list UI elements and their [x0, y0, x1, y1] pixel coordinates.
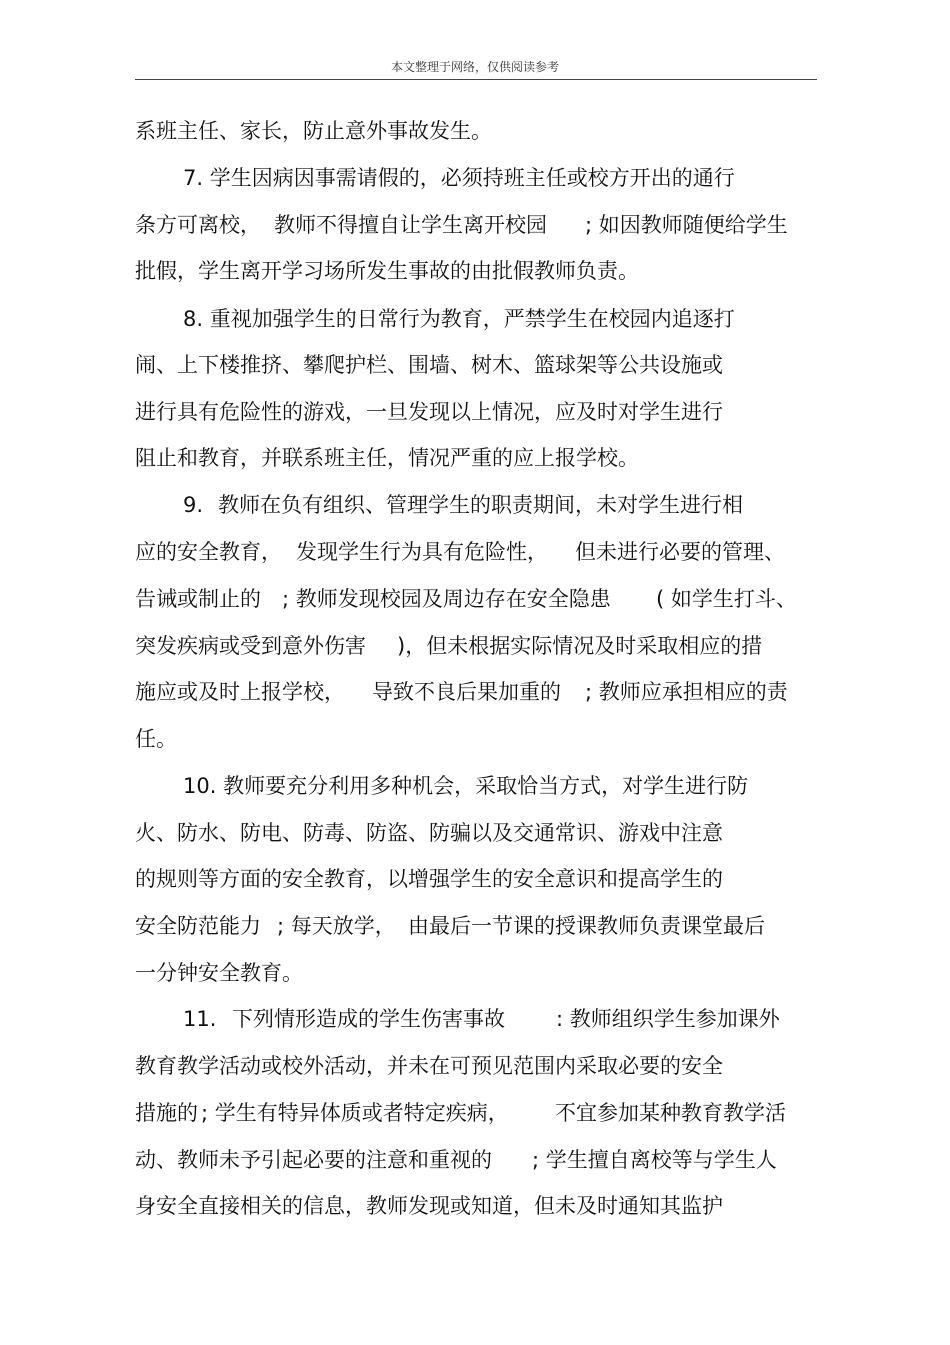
text-segment: 教师不得擅自让学生离开校园 — [274, 213, 547, 237]
text-segment: ( 如学生打斗、 — [656, 587, 797, 611]
text-segment: 导致不良后果加重的 — [372, 680, 561, 704]
text-segment: ; 学生有特异体质或者特定疾病， — [201, 1101, 509, 1125]
text-line — [0, 397, 950, 427]
text-segment: ; 教师发现校园及周边存在安全隐患 — [282, 587, 611, 611]
text-segment: 应的安全教育， — [135, 540, 282, 564]
text-segment: 不宜参加某种教育教学活 — [555, 1101, 786, 1125]
text-line — [0, 304, 950, 334]
text-segment: 阻止和教育，并联系班主任，情况严重的应上报学校。 — [135, 446, 639, 470]
text-line — [0, 537, 950, 567]
text-line — [0, 1191, 950, 1221]
text-segment: ; 每天放学， — [277, 914, 396, 938]
text-line — [0, 864, 950, 894]
text-line — [0, 1004, 950, 1034]
text-segment: 11. — [183, 1007, 217, 1031]
text-segment: 8. 重视加强学生的日常行为教育，严禁学生在校园内追逐打 — [183, 307, 735, 331]
text-segment: 突发疾病或受到意外伤害 — [135, 634, 366, 658]
text-segment: 闹、上下楼推挤、攀爬护栏、围墙、树木、篮球架等公共设施或 — [135, 353, 723, 377]
text-line — [0, 1098, 950, 1128]
text-line — [0, 958, 950, 988]
text-line — [0, 771, 950, 801]
text-line — [0, 911, 950, 941]
text-line — [0, 631, 950, 661]
text-line — [0, 584, 950, 614]
text-segment: 10. 教师要充分利用多种机会，采取恰当方式，对学生进行防 — [183, 774, 749, 798]
text-segment: 动、教师未予引起必要的注意和重视的 — [135, 1148, 492, 1172]
header-text: 本文整理于网络，仅供阅读参考 — [390, 60, 559, 74]
text-line — [0, 210, 950, 240]
text-segment: 措施的 — [135, 1101, 198, 1125]
text-segment: 教师在负有组织、管理学生的职责期间，未对学生进行相 — [218, 493, 743, 517]
text-segment: 告诫或制止的 — [135, 587, 261, 611]
text-segment: ; 如因教师随便给学生 — [585, 213, 788, 237]
text-segment: 身安全直接相关的信息，教师发现或知道，但未及时通知其监护 — [135, 1194, 723, 1218]
text-line — [0, 1145, 950, 1175]
text-segment: 9. — [183, 493, 204, 517]
text-segment: 的规则等方面的安全教育，以增强学生的安全意识和提高学生的 — [135, 867, 723, 891]
text-segment: 进行具有危险性的游戏，一旦发现以上情况，应及时对学生进行 — [135, 400, 723, 424]
text-segment: 下列情形造成的学生伤害事故 — [232, 1007, 505, 1031]
text-segment: 但未进行必要的管理、 — [575, 540, 785, 564]
text-segment: : 教师组织学生参加课外 — [556, 1007, 780, 1031]
text-segment: )，但未根据实际情况及时采取相应的措 — [397, 634, 763, 658]
text-segment: 教育教学活动或校外活动，并未在可预见范围内采取必要的安全 — [135, 1054, 723, 1078]
text-segment: ; 教师应承担相应的责 — [585, 680, 788, 704]
text-line — [0, 490, 950, 520]
text-line — [0, 256, 950, 286]
text-line — [0, 163, 950, 193]
text-segment: 任。 — [135, 727, 177, 751]
text-line — [0, 677, 950, 707]
text-segment: 批假，学生离开学习场所发生事故的由批假教师负责。 — [135, 259, 639, 283]
text-segment: 施应或及时上报学校， — [135, 680, 345, 704]
text-segment: 7. 学生因病因事需请假的，必须持班主任或校方开出的通行 — [183, 166, 735, 190]
text-segment: ; 学生擅自离校等与学生人 — [532, 1148, 777, 1172]
text-segment: 条方可离校， — [135, 213, 261, 237]
text-segment: 系班主任、家长，防止意外事故发生。 — [135, 119, 492, 143]
text-segment: 由最后一节课的授课教师负责课堂最后 — [408, 914, 765, 938]
text-line — [0, 116, 950, 146]
text-line — [0, 1051, 950, 1081]
text-segment: 火、防水、防电、防毒、防盗、防骗以及交通常识、游戏中注意 — [135, 821, 723, 845]
text-segment: 一分钟安全教育。 — [135, 961, 303, 985]
text-line — [0, 443, 950, 473]
text-segment: 安全防范能力 — [135, 914, 261, 938]
text-segment: 发现学生行为具有危险性， — [296, 540, 548, 564]
text-line — [0, 818, 950, 848]
text-line — [0, 724, 950, 754]
text-line — [0, 350, 950, 380]
